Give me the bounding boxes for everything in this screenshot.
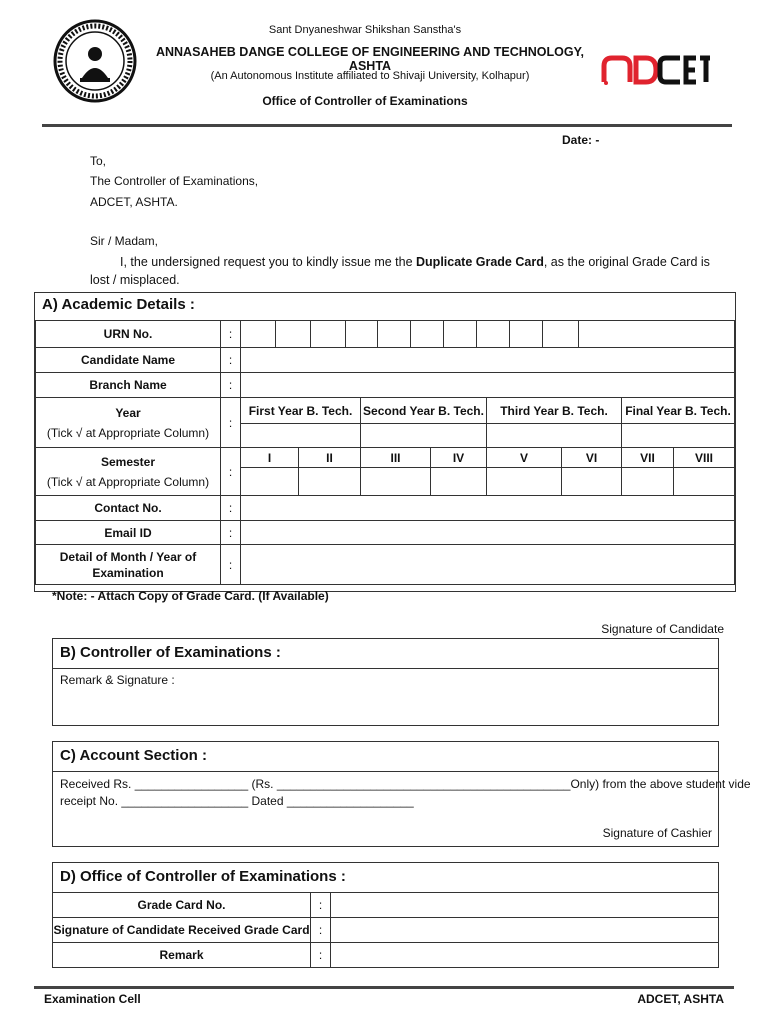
section-a-title: A) Academic Details :: [42, 296, 195, 313]
branch-row: [36, 373, 735, 398]
email-input[interactable]: [241, 521, 735, 545]
urn-box[interactable]: [276, 321, 311, 347]
grade-card-no-input[interactable]: [331, 893, 719, 918]
semester-label-cell: [36, 448, 221, 496]
college-name: ANNASAHEB DANGE COLLEGE OF ENGINEERING AND TECHNOLOGY, ASHTA: [155, 45, 585, 73]
grade-card-table: [52, 892, 719, 968]
remark-label: Remark: [53, 943, 311, 968]
year-first-header: First Year B. Tech.: [241, 398, 361, 424]
urn-box[interactable]: [579, 321, 649, 347]
section-b-remark-label: Remark & Signature :: [60, 673, 175, 687]
semester-2-header: II: [299, 448, 361, 468]
semester-3-tick[interactable]: [361, 468, 431, 496]
year-first-tick[interactable]: [241, 424, 361, 448]
urn-colon: :: [221, 321, 241, 348]
section-d-title: D) Office of Controller of Examinations :: [60, 868, 346, 885]
year-hint: (Tick √ at Appropriate Column): [46, 425, 210, 440]
letter-body: [120, 255, 740, 269]
cashier-signature-label: Signature of Cashier: [602, 826, 712, 840]
exam-input[interactable]: [241, 545, 735, 585]
college-seal-logo: [52, 18, 138, 104]
semester-5-tick[interactable]: [487, 468, 562, 496]
remark-input[interactable]: [331, 943, 719, 968]
affiliation-text: (An Autonomous Institute affiliated to Shivaji University, Kolhapur): [210, 70, 530, 82]
received-signature-input[interactable]: [331, 918, 719, 943]
date-label: Date: -: [562, 133, 600, 147]
remark-colon: :: [311, 943, 331, 968]
exam-colon: :: [221, 545, 241, 585]
adcet-logo: [600, 52, 712, 86]
footer-right: ADCET, ASHTA: [637, 992, 724, 1006]
letter-to: To,: [90, 154, 107, 168]
footer-left: Examination Cell: [44, 992, 141, 1006]
year-label: Year: [115, 405, 141, 420]
urn-box[interactable]: [543, 321, 579, 347]
semester-4-tick[interactable]: [431, 468, 487, 496]
semester-4-header: IV: [431, 448, 487, 468]
semester-8-header: VIII: [674, 448, 735, 468]
footer-rule: [34, 986, 734, 989]
account-receipt-line: receipt No. ___________________ Dated ___________________: [60, 794, 414, 808]
exam-row: [36, 545, 735, 585]
semester-colon: :: [221, 448, 241, 496]
grade-card-no-label: Grade Card No.: [53, 893, 311, 918]
header-rule: [42, 124, 732, 127]
contact-label: Contact No.: [36, 496, 221, 521]
exam-label: Detail of Month / Year of Examination: [36, 545, 221, 585]
contact-input[interactable]: [241, 496, 735, 521]
account-received-line: Received Rs. _________________ (Rs. ____________________________________________Only) from the above student vide: [60, 777, 751, 791]
remark-row: [53, 943, 719, 968]
semester-row: [36, 448, 735, 468]
letter-salutation: Sir / Madam,: [90, 234, 159, 248]
urn-box[interactable]: [346, 321, 378, 347]
sanstha-name: Sant Dnyaneshwar Shikshan Sanstha's: [268, 24, 462, 36]
letter-address: ADCET, ASHTA.: [90, 195, 178, 209]
semester-1-header: I: [241, 448, 299, 468]
candidate-name-colon: :: [221, 348, 241, 373]
candidate-signature-label: Signature of Candidate: [601, 622, 724, 636]
urn-input[interactable]: [241, 321, 735, 348]
semester-6-header: VI: [562, 448, 622, 468]
contact-colon: :: [221, 496, 241, 521]
year-final-tick[interactable]: [622, 424, 735, 448]
email-label: Email ID: [36, 521, 221, 545]
semester-8-tick[interactable]: [674, 468, 735, 496]
academic-details-table: [35, 320, 735, 585]
urn-label: URN No.: [36, 321, 221, 348]
candidate-name-input[interactable]: [241, 348, 735, 373]
received-signature-row: [53, 918, 719, 943]
section-b-title: B) Controller of Examinations :: [60, 644, 281, 661]
semester-2-tick[interactable]: [299, 468, 361, 496]
office-title: Office of Controller of Examinations: [262, 94, 468, 108]
year-third-tick[interactable]: [487, 424, 622, 448]
section-b-divider: [52, 668, 718, 669]
grade-card-row: [53, 893, 719, 918]
email-row: [36, 521, 735, 545]
semester-label: Semester: [100, 454, 156, 469]
letter-body-post: , as the original Grade Card is: [543, 255, 710, 269]
section-c-divider: [52, 771, 718, 772]
year-second-tick[interactable]: [361, 424, 487, 448]
grade-card-no-colon: :: [311, 893, 331, 918]
year-colon: :: [221, 398, 241, 448]
candidate-name-label: Candidate Name: [36, 348, 221, 373]
semester-6-tick[interactable]: [562, 468, 622, 496]
letter-addressee: The Controller of Examinations,: [90, 174, 259, 188]
urn-box[interactable]: [311, 321, 346, 347]
urn-box[interactable]: [378, 321, 411, 347]
received-signature-label: Signature of Candidate Received Grade Card: [53, 918, 311, 943]
urn-box[interactable]: [241, 321, 276, 347]
urn-box[interactable]: [477, 321, 510, 347]
urn-box[interactable]: [510, 321, 543, 347]
email-colon: :: [221, 521, 241, 545]
year-final-header: Final Year B. Tech.: [622, 398, 735, 424]
remark-signature-area[interactable]: [53, 690, 716, 723]
semester-1-tick[interactable]: [241, 468, 299, 496]
semester-5-header: V: [487, 448, 562, 468]
year-row: [36, 398, 735, 424]
received-signature-colon: :: [311, 918, 331, 943]
branch-name-colon: :: [221, 373, 241, 398]
year-second-header: Second Year B. Tech.: [361, 398, 487, 424]
letter-body-pre: I, the undersigned request you to kindly issue me the: [120, 255, 417, 269]
year-third-header: Third Year B. Tech.: [487, 398, 622, 424]
urn-box[interactable]: [411, 321, 444, 347]
semester-7-tick[interactable]: [622, 468, 674, 496]
branch-name-label: Branch Name: [36, 373, 221, 398]
year-label-cell: [36, 398, 221, 448]
contact-row: [36, 496, 735, 521]
section-c-title: C) Account Section :: [60, 747, 207, 764]
semester-7-header: VII: [622, 448, 674, 468]
letter-body-line2: lost / misplaced.: [90, 273, 180, 287]
semester-3-header: III: [361, 448, 431, 468]
urn-row: [36, 321, 735, 348]
semester-hint: (Tick √ at Appropriate Column): [46, 474, 210, 489]
branch-name-input[interactable]: [241, 373, 735, 398]
letter-body-bold: Duplicate Grade Card: [416, 255, 544, 269]
name-row: [36, 348, 735, 373]
attach-note: *Note: - Attach Copy of Grade Card. (If Available): [52, 589, 329, 603]
urn-box[interactable]: [444, 321, 477, 347]
